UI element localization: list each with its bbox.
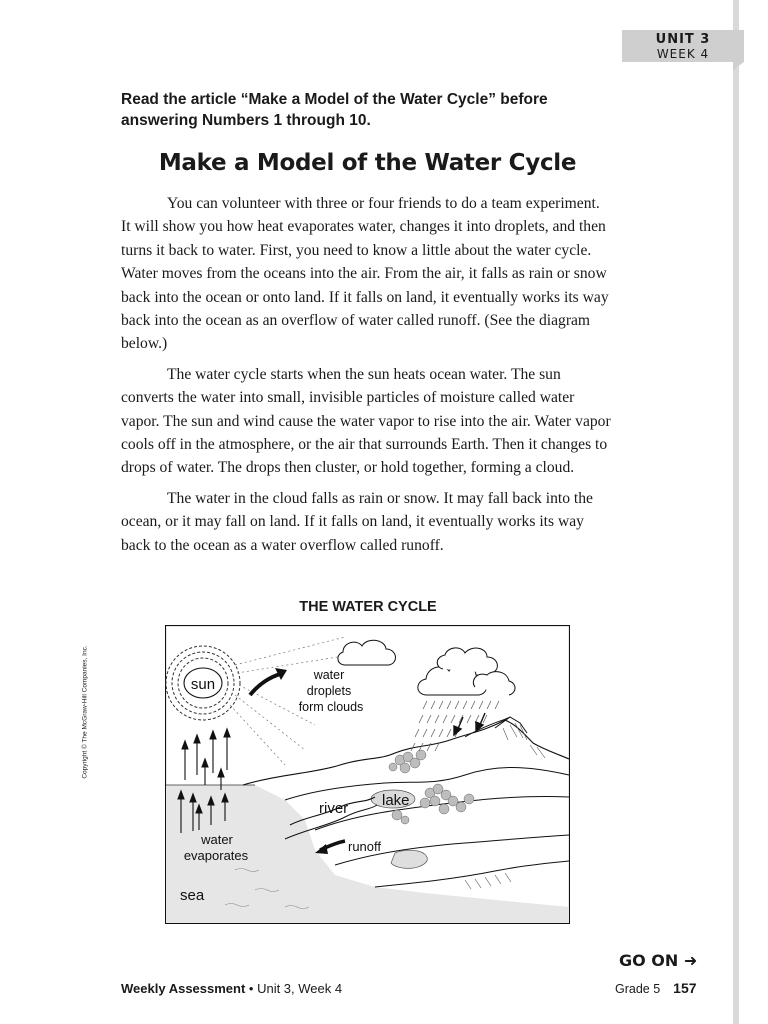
copyright-notice: Copyright © The McGraw-Hill Companies, Inc.: [81, 645, 89, 779]
paragraph-2: The water cycle starts when the sun heats ocean water. The sun converts the water into small, invisible particles of moisture called water vapor. The sun and wind cause the water vapor to rise into the air. Water vapor cools off in the atmosphere, or the air that surrounds Earth. Then it changes to drops of water. The drops then cluster, or hold together, forming a cloud.: [121, 365, 611, 477]
runoff-label: runoff: [348, 839, 382, 854]
footer-page-info: [615, 980, 697, 996]
instructions: Read the article “Make a Model of the Water Cycle” before answering Numbers 1 through 10.: [121, 91, 548, 129]
unit-tab: [622, 30, 744, 62]
tab-notch: [733, 62, 744, 70]
sea-label: sea: [180, 887, 205, 904]
week-label: WEEK 4: [656, 47, 710, 61]
footer-assessment: [121, 981, 342, 996]
paragraph-3: The water in the cloud falls as rain or snow. It may fall back into the ocean, or it may fall on land. If it falls on land, it eventually works its way back to the ocean as a water overflow called runoff.: [121, 489, 593, 554]
diagram-title: THE WATER CYCLE: [299, 599, 437, 615]
water-cycle-diagram: [165, 625, 570, 924]
clouds-label-line3: form clouds: [298, 700, 364, 714]
unit-label: UNIT 3: [655, 32, 711, 47]
river-label: river: [319, 800, 349, 817]
grade-label: Grade 5: [615, 982, 661, 996]
assessment-label: Weekly Assessment: [121, 981, 246, 996]
paragraph-1: You can volunteer with three or four friends to do a team experiment. It will show you how heat evaporates water, changes it into droplets, and then turns it back to water. First, you need to know a little about the water cycle. Water moves from the oceans into the air. From the air, it falls as rain or snow back into the ocean or onto land. If it falls on land, it eventually works its way back into the ocean as an overflow of water called runoff. (See the diagram below.): [121, 195, 609, 353]
lake-label: lake: [382, 792, 410, 809]
evaporates-label-line1: water: [201, 832, 233, 847]
clouds-label-line1: water: [313, 668, 345, 682]
evaporates-label-line2: evaporates: [183, 848, 249, 863]
page-number: 157: [673, 980, 697, 996]
article-body: [121, 192, 611, 564]
unit-week-label: • Unit 3, Week 4: [245, 981, 343, 996]
go-on-indicator: GO ON ➜: [619, 951, 698, 970]
article-title: Make a Model of the Water Cycle: [158, 150, 577, 176]
sun-label: sun: [190, 676, 216, 693]
page-margin: [739, 0, 768, 1024]
water-cycle-illustration: [165, 625, 570, 924]
clouds-label-line2: droplets: [306, 684, 352, 698]
